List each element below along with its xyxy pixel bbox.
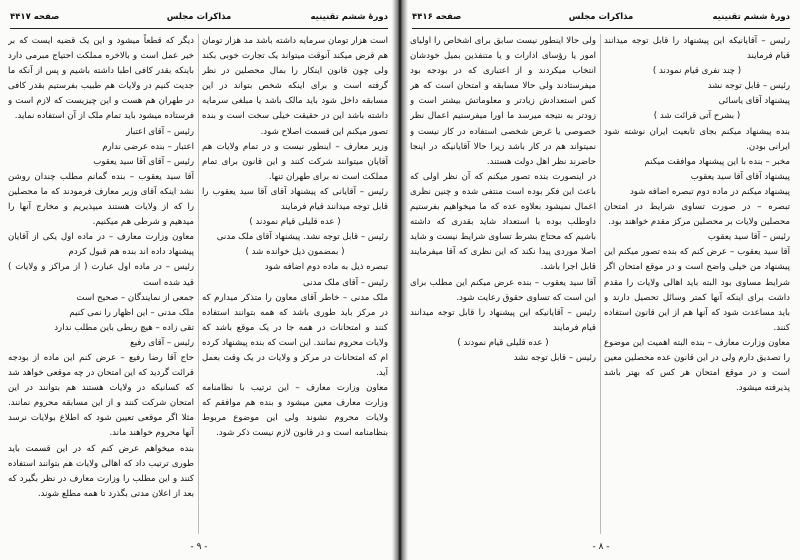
- paragraph: تبصره ذیل به ماده دوم اضافه شود: [264, 262, 388, 273]
- paragraph: پیشنهاد میکنم در ماده دوم تبصره اضافه شود: [629, 186, 790, 197]
- paragraph: رئیس – در ماده اول عبارت ( از مراکز و ولایات ) قید شده است: [8, 262, 194, 288]
- column-divider: [198, 34, 199, 534]
- paragraph: آقا سید یعقوب – بنده گمانم مطلب چندان روشن نشد اینکه آقای وزیر معارف فرمودند که ما محصلین را که از ولایات هستند میپذیریم و مخارج آنها را میدهیم و شرطی هم میکنیم.: [8, 171, 194, 228]
- session-label: دورهٔ ششم تقنینیه: [712, 12, 790, 22]
- paragraph: ( عده قلیلی قیام نمودند ): [249, 217, 341, 228]
- paragraph: رئیس – قابل توجه نشد: [513, 352, 596, 363]
- paragraph: رئیس – آقایانیکه این پیشنهاد را قابل توجه میدانند قیام فرمایند: [604, 36, 790, 62]
- paragraph: ( بمضمون ذیل خوانده شد ): [245, 247, 345, 258]
- paragraph: پیشنهاد آقای آقا سید یعقوب: [690, 171, 790, 182]
- paragraph: رئیس – آقایانیکه این پیشنهاد را قابل توجه میدانند قیام فرمایند: [410, 307, 596, 333]
- page-footer: - ۹ -: [190, 542, 208, 552]
- page-header: [10, 10, 388, 26]
- paragraph: دیگر که قطعاً میشود و این یک قضیه ایست که بر خیر عمل است و بالاخره مملکت احتیاج مبرمی دارد باینکه بقدر کافی اطبا داشته باشیم و پس از آنکه ما جدیت کنیم در ولایات هم طبیب بفرستیم بقدر کافی در طهران هم هست و این چیزیست که لازم است و فرستاده میشود باید تمام ملک از آن استفاده نماید.: [8, 36, 194, 122]
- right-page: [402, 0, 800, 560]
- paragraph: ملک مدنی – این اظهار را نمی کنیم: [69, 307, 194, 318]
- paragraph: بنده پیشنهاد میکنم بجای تابعیت ایران نوشته شود ایرانی بودن.: [604, 126, 790, 152]
- text-column-left: [8, 34, 194, 534]
- paragraph: رئیس – آقا سید یعقوب: [707, 232, 790, 243]
- publication-title: مذاکرات مجلس: [568, 12, 634, 22]
- paragraph: بنده میخواهم عرض کنم که در این قسمت باید طوری ترتیب داد که اهالی ولایات هم بتوانند استفاده کنند و این مطلب را وزارت معارف در نظر بگیرد که بعد از اعلان مدتی بگذرد تا همه مطلع شوند.: [8, 443, 194, 499]
- paragraph: رئیس – آقایانی که پیشنهاد آقای آقا سید یعقوب را قابل توجه میدانند قیام فرمایند: [202, 186, 388, 213]
- paragraph: رئیس – آقای ملک مدنی: [303, 277, 388, 288]
- text-column-right: [202, 34, 388, 534]
- paragraph: رئیس – قابل توجه نشد: [707, 81, 790, 92]
- publication-title: مذاکرات مجلس: [166, 12, 232, 22]
- paragraph: مخبر – بنده با این پیشنهاد موافقت میکنم: [644, 156, 790, 167]
- paragraph: رئیس – قابل توجه نشد. پیشنهاد آقای ملک مدنی: [216, 232, 388, 243]
- text-column-right: [604, 34, 790, 534]
- paragraph: معاون وزارت معارف – در ماده اول یکی از آقایان پیشنهاد داده اند بنده هم قبول کردم: [8, 232, 194, 258]
- paragraph: در اینصورت بنده تصور میکنم که آن نظر اولی که باعث این فکر بوده است منتفی شده و چنین نظری اعمال نمیشود بعلاوه عده که ما میخواهیم بفرستیم داوطلب بوده با استعداد شاید بقدری که داشته باشیم که محتاج بشرط تساوی شرایط نیست و شاید اصلا موردی پیدا نکند که این نظری که آقا میفرمایند قابل اجرا باشد.: [410, 171, 596, 273]
- paragraph: وزیر معارف – اینطور نیست و در تمام ولایات هم آقایان میتوانند شرکت کنند و این قانون برای تمام مملکت است نه برای طهران تنها.: [202, 141, 388, 182]
- text-column-left: [410, 34, 596, 534]
- book-spine-shadow: [392, 0, 408, 560]
- paragraph: آقا سید یعقوب – بنده عرض میکنم این مطلب برای این است که تساوی حقوق رعایت شود.: [410, 277, 596, 303]
- page-number: صفحه ۴۴۱۶: [412, 12, 462, 22]
- paragraph: حاج آقا رضا رفیع – عرض کنم این ماده از بودجه قرائت گردید که این امتحان در چه موقعی خواهد شد که کسانیکه در ولایات هستند هم بتوانند در این امتحان شرکت کنند و از این مسابقه محروم نمانند. مثلا اگر موقعی تعیین شود که اطلاع بولایات نرسد آنها محروم خواهند ماند.: [8, 352, 194, 439]
- column-divider: [600, 34, 601, 534]
- paragraph: معاون وزارت معارف – این ترتیب با نظامنامه وزارت معارف معین میشود و بنده هم موافقم که ولایات محروم نشوند ولی این موضوع مربوط بنظامنامه است و در قانون لازم نیست ذکر شود.: [202, 383, 388, 439]
- paragraph: رئیس – آقای آقا سید یعقوب: [93, 156, 194, 167]
- page-header: [412, 10, 790, 26]
- paragraph: تقی زاده – هیچ ربطی باین مطلب ندارد: [54, 322, 194, 333]
- left-page: [0, 0, 398, 560]
- paragraph: تبصره – در صورت تساوی شرایط در امتحان محصلین ولایات بر محصلین مرکز مقدم خواهند بود.: [604, 202, 790, 228]
- paragraph: ( عده قلیلی قیام نمودند ): [457, 337, 549, 348]
- paragraph: آقا سید یعقوب – عرض کنم که بنده تصور میکنم این پیشنهاد من خیلی واضح است و در موقع امتحان اگر شرایط مساوی بود البته باید اهالی ولایات را مقدم داشت برای اینکه آنها کمتر وسائل تحصیل دارند و باید مساعدت شود که آنها هم از این قانون استفاده کنند.: [604, 247, 790, 333]
- paragraph: رئیس – آقای رفیع: [130, 337, 194, 348]
- page-number: صفحه ۴۴۱۷: [10, 12, 60, 22]
- page-footer: - ۸ -: [592, 542, 610, 552]
- paragraph: ملک مدنی – خاطر آقای معاون را متذکر میدارم که در مرکز باید طوری باشد که همه بتوانند استفاده کنند و امتحانات در همه جا در یک موقع باشد که ولایات محروم نمانند. این است که بنده پیشنهاد کرده ام که امتحانات در مرکز و ولایات در یک وقت بعمل آید.: [202, 292, 388, 379]
- header-rule: [10, 28, 388, 29]
- paragraph: پیشنهاد آقای یاسائی: [718, 96, 790, 107]
- paragraph: معاون وزارت معارف – بنده البته اهمیت این موضوع را تصدیق دارم ولی در این قانون عده محصلین معین است و در موقع امتحان هر کس که بهتر باشد پذیرفته میشود.: [604, 337, 790, 394]
- paragraph: است هزار تومان سرمایه داشته باشد مد هزار تومان هم قرض میکند آنوقت میتواند یک تجارت خوبی بکند ولی چون قانون اینکار را بمال محصلین در نظر گرفته است و برای اینکه شخص بتواند در این مسابقه داخل شود باید مالک باشد یا مبلغی سرمایه داشته باشد این در حقیقت خیلی سخت است و بنده تصور میکنم این قسمت اصلاح شود.: [202, 36, 388, 137]
- paragraph: ( چند نفری قیام نمودند ): [652, 66, 742, 77]
- paragraph: جمعی از نمایندگان – صحیح است: [76, 292, 194, 303]
- paragraph: ( بشرح آتی قرائت شد ): [653, 111, 741, 122]
- header-rule: [412, 28, 790, 29]
- paragraph: رئیس – آقای اعتبار: [126, 126, 194, 137]
- session-label: دورهٔ ششم تقنینیه: [310, 12, 388, 22]
- paragraph: ولی حالا اینطور نیست سابق برای اشخاص را اولیای امور یا رؤسای ادارات و یا متنفذین بمیل خودشان انتخاب میکردند و از اعتباری که در بودجه بود میفرستادند ولی حالا مسابقه و امتحان است که هر کس استعدادش زیادتر و معلوماتش بیشتر است و زودتر به نتیجه میرسد ما اورا میفرستیم اعمال نظر خصوصی یا غرض شخصی استفاده در کار نیست و نمیتواند هم در کار باشد زیرا حالا آقایانیکه در اینجا حاضرند نظر اهل دولت هستند.: [410, 36, 596, 167]
- paragraph: اعتبار – بنده عرضی ندارم: [102, 141, 194, 152]
